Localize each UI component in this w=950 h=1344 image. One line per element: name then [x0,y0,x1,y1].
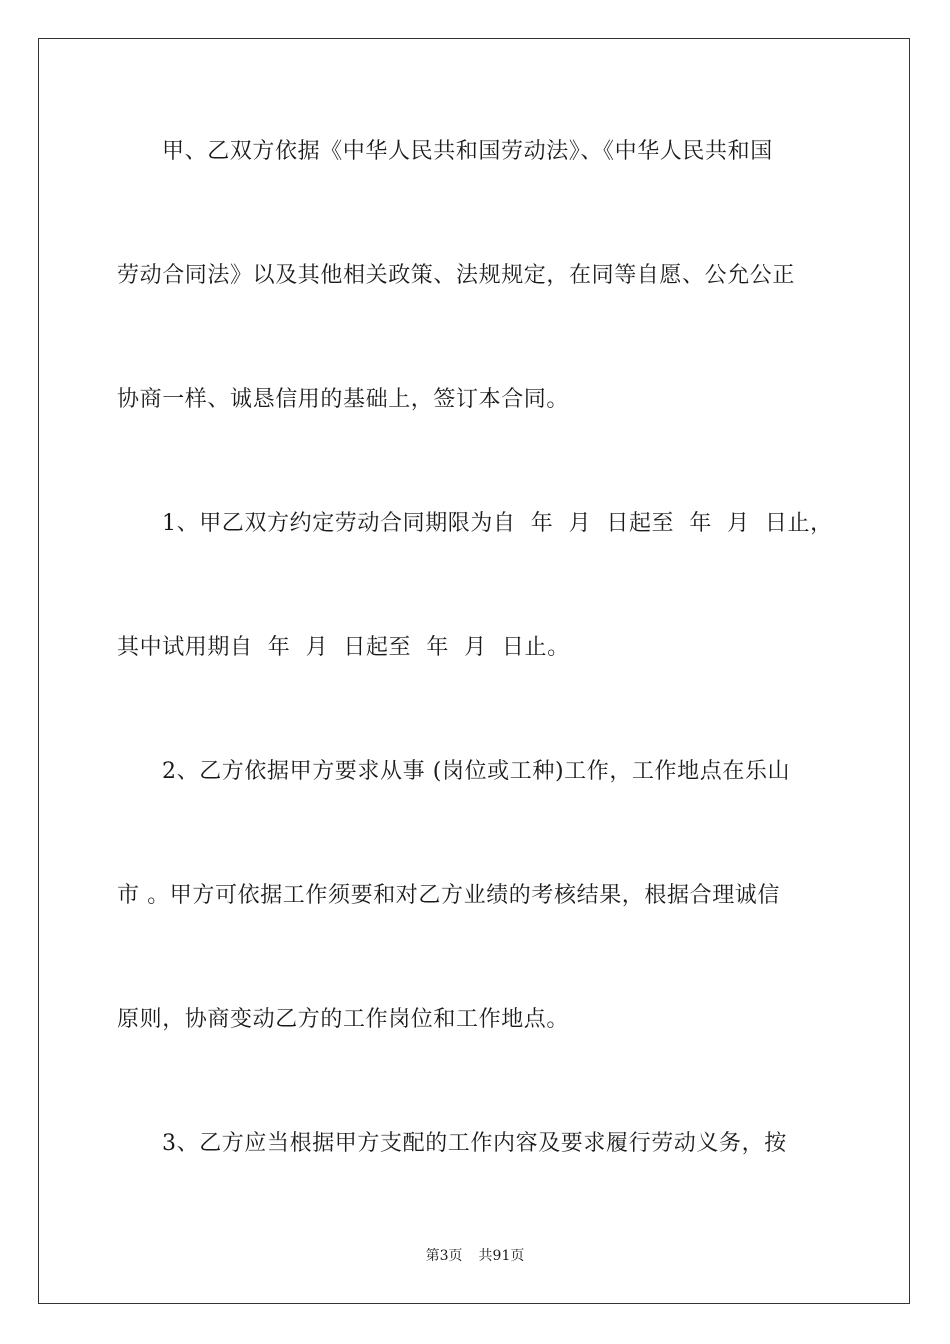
paragraph-line: 劳动合同法》以及其他相关政策、法规规定，在同等自愿、公允公正 [117,263,796,288]
paragraph-line: 甲、乙双方依据《中华人民共和国劳动法》、《中华人民共和国 [162,139,773,164]
paragraph-line: 原则，协商变动乙方的工作岗位和工作地点。 [117,1007,570,1032]
total-pages: 共91页 [478,1248,525,1264]
paragraph-line: 3、乙方应当根据甲方支配的工作内容及要求履行劳动义务，按 [162,1131,787,1156]
paragraph-line: 协商一样、诚恳信用的基础上，签订本合同。 [117,387,570,412]
paragraph-line: 其中试用期自 年 月 日起至 年 月 日止。 [117,635,570,660]
paragraph-line: 市 。甲方可依据工作须要和对乙方业绩的考核结果，根据合理诚信 [117,883,780,908]
paragraph-line: 1、甲乙双方约定劳动合同期限为自 年 月 日起至 年 月 日止， [162,511,833,536]
page-border [38,38,910,1304]
paragraph-line: 2、乙方依据甲方要求从事 (岗位或工种)工作，工作地点在乐山 [162,759,791,784]
page-number: 第3页 [425,1248,463,1264]
page-footer [0,1246,950,1266]
